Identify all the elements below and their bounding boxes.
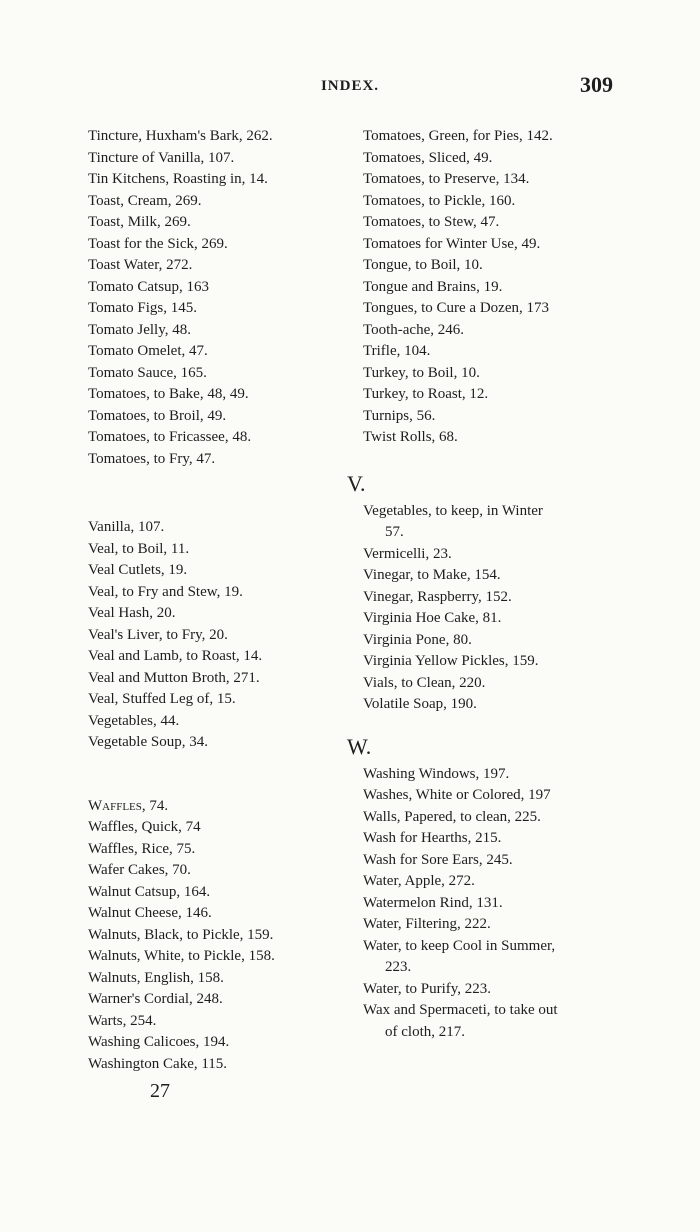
index-entry: Vegetables, 44. xyxy=(88,712,180,729)
index-section-t-left xyxy=(88,126,348,470)
index-entry: Trifle, 104. xyxy=(363,343,431,359)
index-entry: Walnut Cheese, 146. xyxy=(88,905,212,921)
index-entry: Walnut Catsup, 164. xyxy=(88,883,211,900)
index-entry: Turkey, to Boil, 10. xyxy=(363,364,480,381)
index-entry: Wash for Hearths, 215. xyxy=(363,830,502,846)
index-entry: Tongue and Brains, 19. xyxy=(363,278,503,295)
index-entry: Tincture of Vanilla, 107. xyxy=(88,149,235,166)
index-entry: Tomatoes for Winter Use, 49. xyxy=(363,235,541,252)
index-entry: Washing Calicoes, 194. xyxy=(88,1034,230,1050)
page-title: INDEX. xyxy=(320,78,380,94)
index-entry: Washes, White or Colored, 197 xyxy=(363,787,551,803)
index-entry: Tomatoes, to Stew, 47. xyxy=(363,214,500,230)
index-entry: Tomato Jelly, 48. xyxy=(88,321,191,338)
index-entry: Watermelon Rind, 131. xyxy=(363,894,503,911)
index-entry: Toast Water, 272. xyxy=(88,257,193,273)
index-entry: Walnuts, White, to Pickle, 158. xyxy=(88,948,275,964)
section-heading-w: W. xyxy=(347,733,372,759)
index-entry: Water, to keep Cool in Summer, xyxy=(363,937,556,954)
index-section-w-right xyxy=(363,764,625,1044)
index-entry: Volatile Soap, 190. xyxy=(363,696,477,712)
index-section-t-right xyxy=(363,126,625,449)
index-entry: Water, Filtering, 222. xyxy=(363,916,491,932)
section-heading-v: V. xyxy=(347,470,366,496)
index-entry-lead: Waffles, 74. xyxy=(88,797,169,814)
index-entry: Veal, Stuffed Leg of, 15. xyxy=(88,691,236,707)
index-entry: Turnips, 56. xyxy=(363,407,436,424)
index-entry: Virginia Yellow Pickles, 159. xyxy=(363,653,539,669)
index-entry: Veal Hash, 20. xyxy=(88,605,176,621)
index-entry: Tomatoes, to Fry, 47. xyxy=(88,450,216,467)
index-entry: Warts, 254. xyxy=(88,1012,157,1029)
index-entry-continuation: 223. xyxy=(385,959,412,975)
index-entry: Tongues, to Cure a Dozen, 173 xyxy=(363,300,549,316)
index-entry: Tomatoes, to Preserve, 134. xyxy=(363,171,530,187)
page-number: 309 xyxy=(580,72,613,97)
index-entry: Vinegar, to Make, 154. xyxy=(363,567,501,583)
index-entry: Tomato Figs, 145. xyxy=(88,300,197,316)
index-entry: Virginia Pone, 80. xyxy=(363,631,472,648)
index-entry: Veal and Lamb, to Roast, 14. xyxy=(88,648,263,664)
index-entry: Washing Windows, 197. xyxy=(363,765,510,782)
index-column-right xyxy=(347,126,625,1043)
index-entry: Vegetable Soup, 34. xyxy=(88,734,208,750)
index-entry: Tomato Catsup, 163 xyxy=(88,278,210,295)
index-entry: Tomato Omelet, 47. xyxy=(88,343,208,359)
index-entry: Tomato Sauce, 165. xyxy=(88,364,207,381)
index-entry: Tongue, to Boil, 10. xyxy=(363,257,483,273)
index-entry: Tooth-ache, 246. xyxy=(363,321,465,338)
index-entry: Water, to Purify, 223. xyxy=(363,980,492,997)
index-entry-continuation: of cloth, 217. xyxy=(385,1023,465,1040)
index-entry: Tomatoes, Green, for Pies, 142. xyxy=(363,128,553,144)
index-entry: Waffles, Rice, 75. xyxy=(88,840,196,857)
index-entry: Tomatoes, to Bake, 48, 49. xyxy=(88,386,249,402)
index-entry: Walnuts, Black, to Pickle, 159. xyxy=(88,926,274,943)
index-entry: Vermicelli, 23. xyxy=(363,545,452,562)
index-entry: Vinegar, Raspberry, 152. xyxy=(363,588,512,605)
index-entry: Washington Cake, 115. xyxy=(88,1055,228,1072)
index-entry: Wafer Cakes, 70. xyxy=(88,862,191,878)
index-section-v-right xyxy=(363,501,625,716)
index-entry: Tomatoes, to Broil, 49. xyxy=(88,407,227,424)
index-entry: Tincture, Huxham's Bark, 262. xyxy=(88,128,273,144)
index-entry: Tomatoes, to Fricassee, 48. xyxy=(88,429,252,445)
index-entry: Tomatoes, to Pickle, 160. xyxy=(363,192,516,209)
index-entry: Twist Rolls, 68. xyxy=(363,429,458,445)
index-entry: Turkey, to Roast, 12. xyxy=(363,386,489,402)
index-entry: Veal, to Boil, 11. xyxy=(88,540,190,557)
index-entry: Veal Cutlets, 19. xyxy=(88,562,188,578)
index-entry: Tomatoes, Sliced, 49. xyxy=(363,149,493,166)
index-entry: Waffles, Quick, 74 xyxy=(88,819,201,835)
index-entry: Veal's Liver, to Fry, 20. xyxy=(88,626,228,643)
index-column-left xyxy=(88,126,348,1075)
index-entry: Toast, Cream, 269. xyxy=(88,192,202,209)
index-entry: Walls, Papered, to clean, 225. xyxy=(363,808,541,825)
index-entry: Veal and Mutton Broth, 271. xyxy=(88,669,260,686)
index-entry: Walnuts, English, 158. xyxy=(88,969,224,986)
index-entry: Warner's Cordial, 248. xyxy=(88,991,223,1007)
signature-mark: 27 xyxy=(150,1080,170,1102)
index-section-w-left xyxy=(88,796,348,1076)
index-section-v-left xyxy=(88,517,348,754)
index-entry: Toast, Milk, 269. xyxy=(88,214,191,230)
index-entry-continuation: 57. xyxy=(385,524,404,540)
index-entry: Wash for Sore Ears, 245. xyxy=(363,851,513,868)
index-entry: Vegetables, to keep, in Winter xyxy=(363,502,543,519)
index-entry: Virginia Hoe Cake, 81. xyxy=(363,610,502,626)
index-entry: Tin Kitchens, Roasting in, 14. xyxy=(88,171,268,187)
index-entry: Vanilla, 107. xyxy=(88,519,165,535)
index-entry: Veal, to Fry and Stew, 19. xyxy=(88,583,243,600)
index-entry: Water, Apple, 272. xyxy=(363,873,475,889)
index-entry: Toast for the Sick, 269. xyxy=(88,235,228,252)
index-entry: Wax and Spermaceti, to take out xyxy=(363,1002,558,1018)
index-entry: Vials, to Clean, 220. xyxy=(363,674,486,691)
